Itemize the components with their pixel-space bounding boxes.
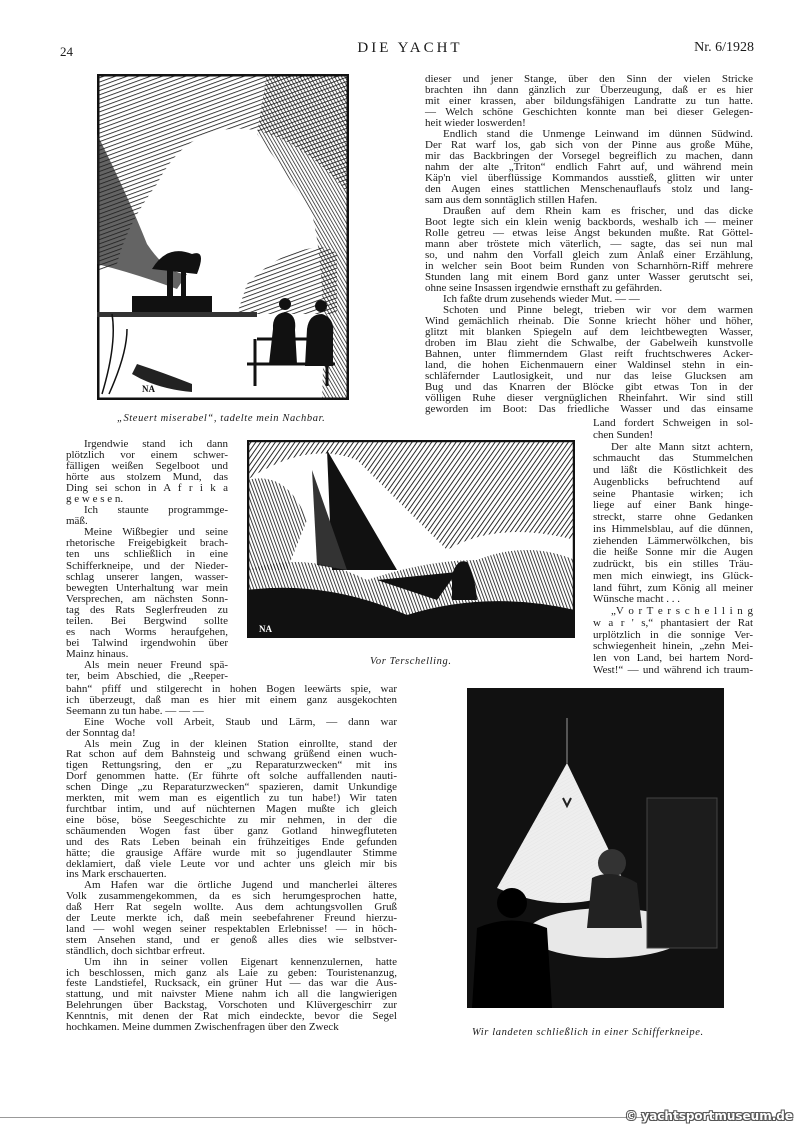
text-line: Um ihn in seiner vollen Eigenart kennenzulernen, hatte: [84, 955, 397, 968]
text-line: West!“ — und während ich traum-: [593, 663, 753, 676]
text-line: Bug und das Knarren der Blöcke gibt etwas Ton in der: [425, 381, 753, 393]
text-line: Ich faßte drum zusehends wieder Mut. — —: [443, 293, 640, 305]
text-line: schlag unserer langen, wasser-: [66, 570, 228, 583]
text-line: furchtbar intim, und auf nüchternen Magen mußte ich gleich: [66, 802, 397, 815]
text-line: in welcher sein Boot beim Runden von Scharnhörn-Riff mehrere: [425, 260, 753, 272]
text-line: Als mein Zug in der kleinen Station einrollte, stand der: [84, 737, 397, 750]
text-line: der Sonntag da!: [66, 726, 136, 739]
text-line: Boot legte sich ein klein wenig backbords, weshalb ich — meiner: [425, 216, 753, 228]
text-line: Als mein neuer Freund spä-: [84, 658, 228, 671]
text-line: ständlich, doch sichtbar erfreut.: [66, 944, 205, 957]
text-line: und läßt die Köstlichkeit des: [593, 464, 753, 476]
text-line: deklamiert, daß viele Leute vor und achter uns gleich mir bis: [66, 857, 397, 870]
text-line: merkten, mit wem man es eigentlich zu tun habe!) Wir taten: [66, 792, 397, 805]
text-line: und des Rats Leben beinah ein frühzeitiges Ende gefunden: [66, 835, 397, 848]
text-line: Schifferkneipe, und der Nieder-: [66, 559, 228, 572]
text-line: Rat schon auf dem Bahnsteig und schwang grüßend einen wuch-: [66, 748, 397, 761]
text-line: rhetorische Freigebigkeit brach-: [66, 537, 228, 550]
text-line: Stunden lang mit einem Bord ganz unter Wasser gerutscht sei,: [425, 271, 753, 283]
text-line: bei Talwind irgendwohin über: [66, 636, 228, 649]
text-line: Der alte Mann sitzt achtern,: [611, 440, 753, 453]
text-line: mit einer krassen, aber bildungsfähigen Landratte zu tun hatte.: [425, 95, 753, 107]
text-line: droben im Blau zieht die Schwalbe, der Gabelweih kunstvolle: [425, 337, 753, 349]
text-line: zudrückt, bis ein stilles Träu-: [593, 558, 753, 570]
text-line: fälligen weißen Segelboot und: [66, 460, 228, 473]
watermark: © yachtsportmuseum.de: [625, 1109, 793, 1123]
text-line: hochkamen. Meine dummen Zwischenfragen über den Zweck: [66, 1021, 339, 1034]
text-line: Wünsche macht . . .: [593, 593, 681, 606]
text-line: liege auf einer Bank hinge-: [593, 499, 753, 512]
text-line: streckt, starre ohne Gedanken: [593, 511, 753, 523]
text-line: Wind gemächlich rheinab. Die Sonne kriecht höher und höher,: [425, 315, 753, 327]
text-line: schen Dinge „zu Reparaturzwecken“ spazieren, damit Unkundige: [66, 781, 397, 794]
text-line: so, und nahm den Vorfall gleich zum Anlaß einer Erzählung,: [425, 249, 753, 261]
text-column-right-narrow: [593, 418, 753, 677]
text-line: Kenntnis, mit denen der Rat mich eindeckte, bevor die Segel: [66, 1010, 397, 1023]
artist-signature: NA: [259, 624, 272, 634]
text-line: Der Rat warf los, gab sich von der Pinne aus große Mühe,: [425, 139, 753, 151]
text-line: nahm der alte „Triton“ endlich Fahrt auf, und während mein: [425, 161, 753, 173]
text-line: ter, beim Abschied, die „Reeper-: [66, 669, 228, 682]
text-line: ohne seine Insassen irgendwie ernsthaft zu gefährden.: [425, 282, 663, 294]
text-line: schmaucht das Stummelchen: [593, 452, 753, 465]
text-line: tigen Rettungsring, den er „zu Reparaturzwecken“ mit ins: [66, 759, 397, 772]
text-line: tag des Rats Seglerfreuden zu: [66, 603, 228, 616]
text-line: „V o r T e r s c h e l l i n g: [611, 605, 753, 617]
text-line: feste Landstiefel, Rucksack, ein grüner Hut — das war die Aus-: [66, 977, 397, 990]
text-line: schläfernder Lautlosigkeit, und nur das leise Glucksen am: [425, 370, 753, 382]
text-line: Am Hafen war die örtliche Jugend und mancherlei älteres: [84, 879, 397, 892]
text-line: ins Mark erschauerten.: [66, 868, 167, 881]
text-line: ins Himmelsblau, auf die dünnen,: [593, 522, 753, 535]
text-column-right-top: [425, 74, 753, 415]
text-line: schwiegenheit hinein, „zehn Mei-: [593, 640, 753, 653]
text-line: mann aber tröstete mich väterlich, — sagte, das sei nun mal: [425, 238, 753, 250]
text-line: g e w e s e n.: [66, 493, 124, 506]
text-line: Augenblicks befruchtend auf: [593, 475, 753, 488]
caption-steamer: „Steuert miserabel“, tadelte mein Nachbar.: [117, 413, 326, 424]
text-line: dieser und jener Stange, über den Sinn der vielen Stricke: [425, 73, 753, 85]
text-line: geworden im Boot: Das friedliche Wasser und das einsame: [425, 403, 753, 415]
text-line: hörte aus stolzem Mund, das: [66, 471, 228, 484]
text-line: Endlich stand die Unmenge Leinwand im dünnen Südwind.: [443, 128, 753, 140]
masthead: DIE YACHT: [357, 40, 463, 56]
artist-signature: NA: [142, 384, 155, 394]
text-line: bahn“ pfiff und stilgerecht in hohen Bogen leewärts spie, war: [66, 683, 397, 695]
text-line: Dorf genommen hatte. (Er führte oft solche auffallenden nauti-: [66, 770, 397, 783]
caption-tavern: Wir landeten schließlich in einer Schifferkneipe.: [472, 1027, 704, 1038]
text-line: teilen. Bei Bergwind sollte: [66, 614, 228, 627]
text-line: men mich einwiegt, ins Glück-: [593, 569, 753, 582]
text-line: w a r ' s,“ phantasiert der Rat: [593, 616, 753, 629]
text-line: bewegten Unterhaltung war mein: [66, 581, 228, 594]
text-line: sam aus dem sonntäglich stillen Hafen.: [425, 194, 598, 206]
text-line: Schoten und Pinne belegt, trieben wir vor dem warmen: [443, 304, 753, 316]
illustration-tavern: [467, 688, 724, 1008]
text-line: stem Ansehen stand, und er genoß alles dies wie selbstver-: [66, 933, 397, 946]
text-column-left-narrow: [66, 439, 228, 682]
text-line: Seemann zu tun habe. — — —: [66, 704, 204, 717]
text-line: Bahnen, unter flimmerndem Glast reift fruchtschweres Acker-: [425, 348, 753, 360]
text-line: Irgendwie stand ich dann: [84, 438, 228, 450]
illustration-sailboat-storm: [247, 440, 575, 638]
text-line: schäumenden Wogen fast über ganz Gotland hinwegfluteten: [66, 824, 397, 837]
text-line: Ich staunte programmge-: [84, 504, 228, 517]
text-line: Ding sei schon in A f r i k a: [66, 482, 228, 495]
text-line: daß Herr Rat segeln wollte. Aus dem achtungsvollen Gruß: [66, 901, 397, 914]
text-line: mir das Backbringen der Vorsegel begreiflich zu machen, dann: [425, 150, 753, 162]
page-number: 24: [60, 44, 73, 59]
text-line: land, die hohen Eichenmauern einer Waldinsel stehn in ein-: [425, 359, 753, 371]
issue-number: Nr. 6/1928: [694, 40, 754, 55]
text-line: len von Land, bei hartem Nord-: [593, 652, 753, 664]
text-line: urplötzlich in die sonnige Ver-: [593, 628, 753, 641]
footer-rule: [0, 1117, 650, 1118]
text-line: glitzt mit blanken Spiegeln auf dem leichtbewegten Wasser,: [425, 326, 753, 338]
text-line: den Augen eines stattlichen Menschenauflaufs stolz und lang-: [425, 183, 753, 195]
text-line: brachten ihn dann gänzlich zur Überzeugung, daß er es hier: [425, 84, 753, 96]
text-line: mäß.: [66, 515, 88, 528]
text-line: die heiße Sonne mir die Augen: [593, 546, 753, 559]
text-line: seine Phantasie wirken; ich: [593, 487, 753, 500]
text-line: chen Sunden!: [593, 428, 654, 441]
illustration-steamer-river: [97, 74, 349, 400]
text-line: Draußen auf dem Rhein kam es frischer, und das dicke: [443, 205, 753, 217]
text-line: ziehenden Lämmerwölkchen, bis: [593, 534, 753, 547]
text-line: Eine Woche voll Arbeit, Staub und Lärm, — dann war: [84, 715, 397, 728]
text-line: plötzlich vor einem schwer-: [66, 449, 228, 462]
text-line: ich überzeugt, daß man es hier mit einem ganz ausgekochten: [66, 693, 397, 706]
text-line: Meine Wißbegier und seine: [84, 526, 228, 539]
text-line: stattung, und mit naivster Miene nahm ich all die langwierigen: [66, 988, 397, 1001]
text-line: völligen Ruhe dieser vergnüglichen Rheinfahrt. Wir sind still: [425, 392, 753, 404]
text-line: eine böse, böse Seegeschichte zu mir nehmen, in der die: [66, 813, 397, 826]
caption-terschelling: Vor Terschelling.: [370, 656, 452, 667]
text-line: Rolle getreu — etwas leise Angst bekunden mußte. Rat Göttel-: [425, 227, 753, 239]
text-line: Volk zusammengekommen, da es sich herumgesprochen hatte,: [66, 890, 397, 903]
text-line: Mainz hinaus.: [66, 647, 129, 660]
text-line: Versprechen, am nächsten Sonn-: [66, 592, 228, 605]
text-line: heit wieder loswerden!: [425, 117, 526, 129]
text-line: hätte; die grausige Affäre wurde mit so jugendlauter Stimme: [66, 846, 397, 859]
text-line: land führt, zum König all meiner: [593, 581, 753, 594]
text-column-left-wide: [66, 684, 397, 1033]
text-line: Land fordert Schweigen in sol-: [593, 417, 753, 429]
text-line: — Welch schöne Geschichten konnte man bei dieser Gelegen-: [425, 106, 753, 118]
text-line: es nach Worms heraufgehen,: [66, 625, 228, 638]
text-line: Belehrungen über Backstag, Vorschoten und Klüvergeschirr zur: [66, 999, 397, 1012]
text-line: ten uns schließlich in eine: [66, 548, 228, 561]
text-line: ich beschlossen, mich ganz als Laie zu geben: Touristenanzug,: [66, 966, 397, 979]
text-line: land — wohl wegen seiner respektablen Erlebnisse! — in höch-: [66, 922, 397, 935]
text-line: der Leute merkte ich, daß mein seebefahrener Freund hierzu-: [66, 912, 397, 925]
text-line: Käp'n viel überflüssige Kommandos ausstieß, glitten wir unter: [425, 172, 753, 184]
